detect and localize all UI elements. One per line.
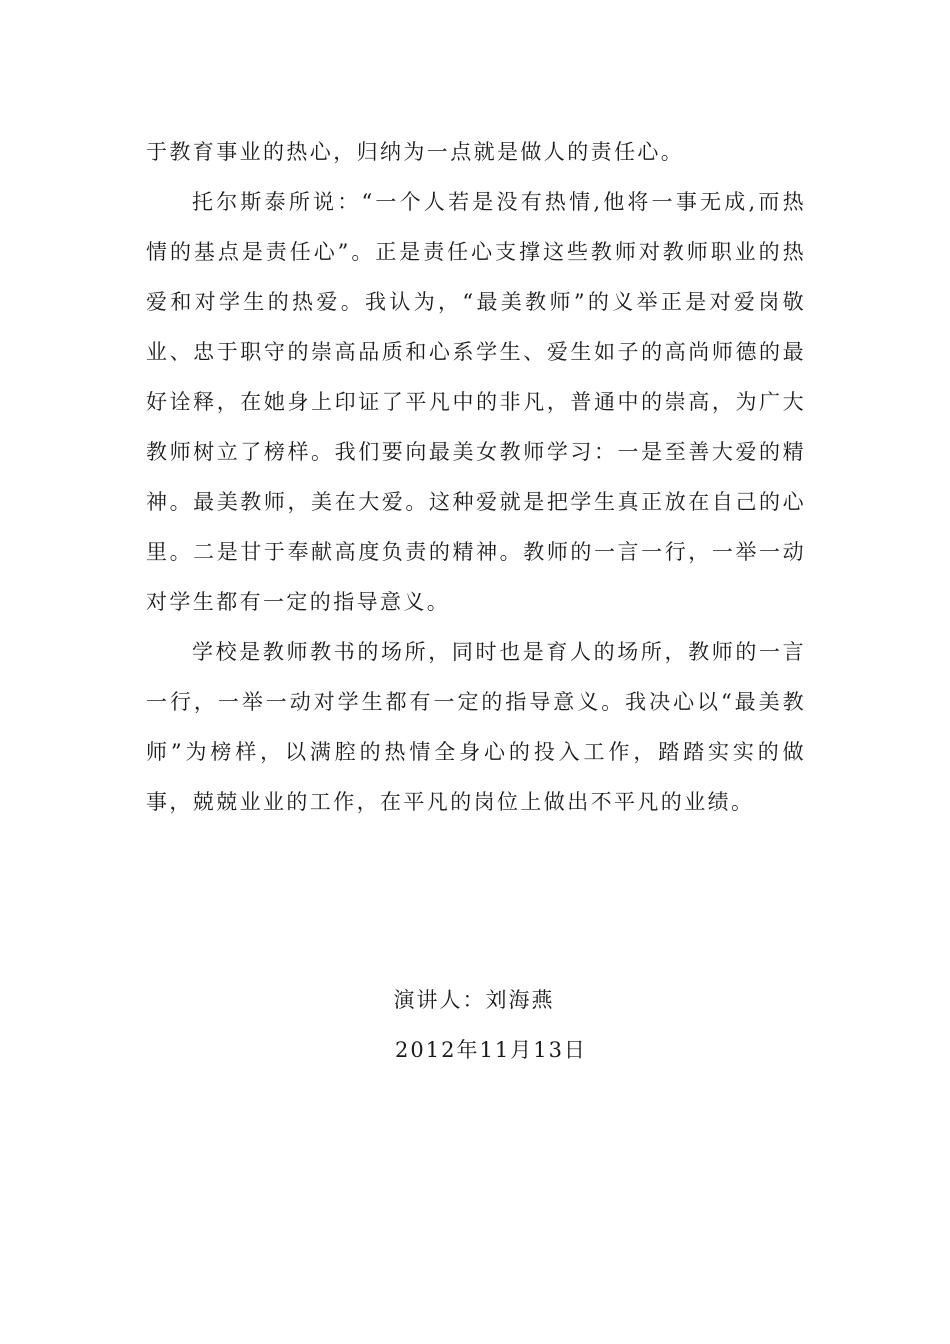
speech-date: 2012年11月13日	[395, 1038, 587, 1062]
speech-body	[146, 127, 806, 827]
paragraph-tolstoy-quote: 托尔斯泰所说：“一个人若是没有热情,他将一事无成,而热情的基点是责任心”。正是责任心支撑这些教师对教师职业的热爱和对学生的热爱。我认为，“最美教师”的义举正是对爱岗敬业、忠于职守的崇高品质和心系学生、爱生如子的高尚师德的最好诠释，在她身上印证了平凡中的非凡，普通中的崇高，为广大教师树立了榜样。我们要向最美女教师学习：一是至善大爱的精神。最美教师，美在大爱。这种爱就是把学生真正放在自己的心里。二是甘于奉献高度负责的精神。教师的一言一行，一举一动对学生都有一定的指导意义。	[146, 190, 806, 614]
speaker-name: 演讲人：刘海燕	[393, 988, 555, 1012]
paragraph-resolution: 学校是教师教书的场所，同时也是育人的场所，教师的一言一行，一举一动对学生都有一定的指导意义。我决心以“最美教师”为榜样，以满腔的热情全身心的投入工作，踏踏实实的做事，兢兢业业的工作，在平凡的岗位上做出不平凡的业绩。	[146, 640, 806, 814]
paragraph-continuation: 于教育事业的热心，归纳为一点就是做人的责任心。	[146, 140, 685, 164]
